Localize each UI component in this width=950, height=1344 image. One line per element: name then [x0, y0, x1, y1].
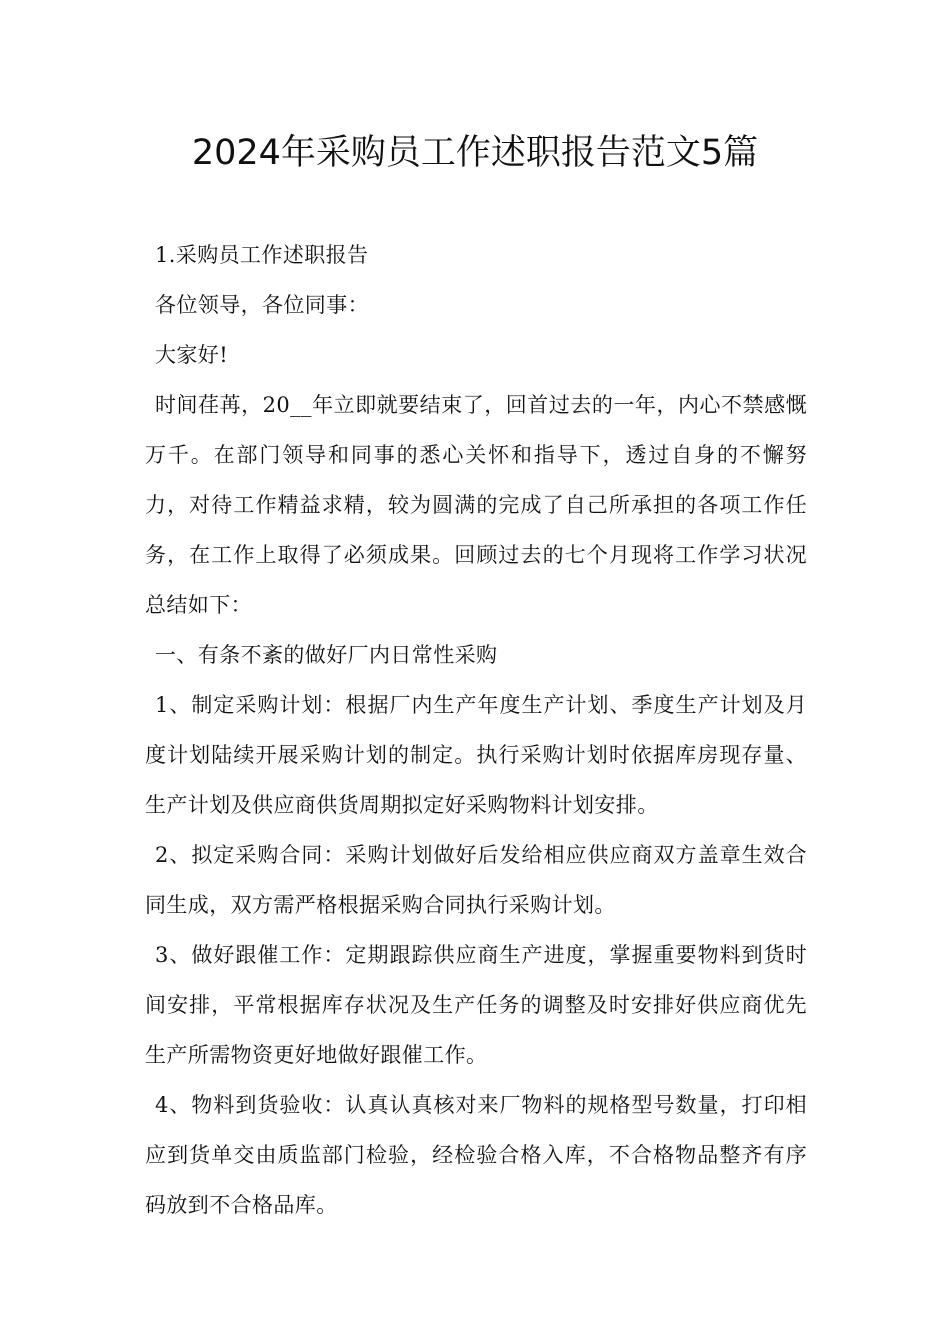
document-body	[145, 230, 807, 1230]
item-paragraph-4: 4、物料到货验收：认真认真核对来厂物料的规格型号数量，打印相应到货单交由质监部门检验，经检验合格入库，不合格物品整齐有序码放到不合格品库。	[145, 1093, 807, 1217]
item-paragraph-2: 2、拟定采购合同：采购计划做好后发给相应供应商双方盖章生效合同生成，双方需严格根据采购合同执行采购计划。	[145, 843, 807, 917]
salutation: 各位领导，各位同事：	[155, 293, 369, 317]
item-paragraph-1: 1、制定采购计划：根据厂内生产年度生产计划、季度生产计划及月度计划陆续开展采购计划的制定。执行采购计划时依据库房现存量、生产计划及供应商供货周期拟定好采购物料计划安排。	[145, 693, 807, 817]
document-title: 2024年采购员工作述职报告范文5篇	[191, 133, 759, 173]
subsection-heading-1: 一、有条不紊的做好厂内日常性采购	[155, 643, 498, 667]
item-paragraph-3: 3、做好跟催工作：定期跟踪供应商生产进度，掌握重要物料到货时间安排，平常根据库存状况及生产任务的调整及时安排好供应商优先生产所需物资更好地做好跟催工作。	[145, 943, 807, 1067]
greeting: 大家好!	[155, 343, 229, 367]
section-heading-1: 1.采购员工作述职报告	[155, 243, 369, 267]
intro-paragraph: 时间荏苒，20__年立即就要结束了，回首过去的一年，内心不禁感慨万千。在部门领导和同事的悉心关怀和指导下，透过自身的不懈努力，对待工作精益求精，较为圆满的完成了自己所承担的各项工作任务，在工作上取得了必须成果。回顾过去的七个月现将工作学习状况总结如下：	[145, 393, 807, 617]
